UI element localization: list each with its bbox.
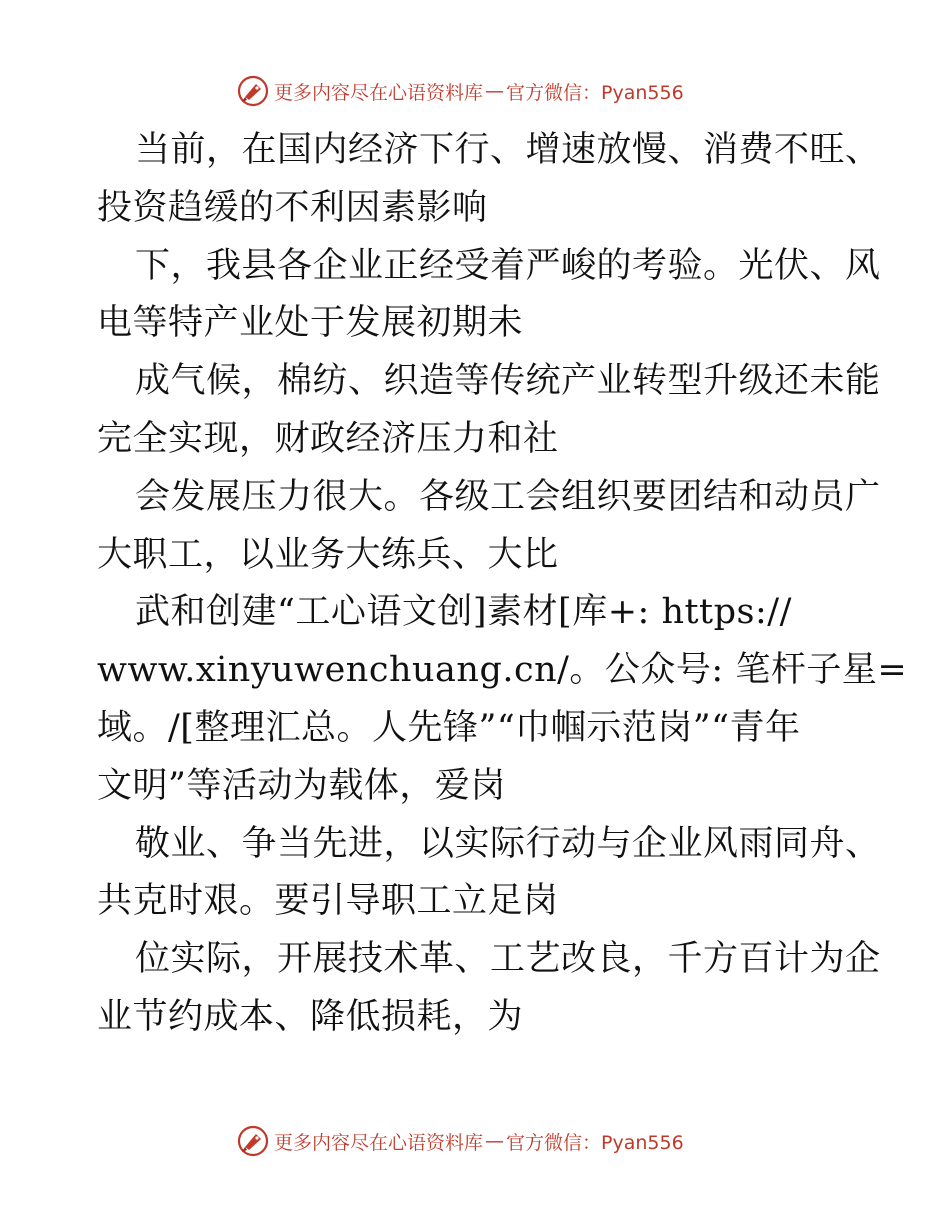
body-line: www.xinyuwenchuang.cn/。公众号: 笔杆子星= bbox=[97, 650, 908, 691]
document-body bbox=[97, 122, 908, 1047]
footer-separator: — bbox=[485, 1130, 505, 1152]
body-line: 下，我县各企业正经受着严峻的考验。光伏、风 bbox=[135, 245, 881, 286]
pen-nib-logo-icon bbox=[236, 74, 270, 108]
header-separator: — bbox=[485, 80, 505, 102]
body-line: 共克时艰。要引导职工立足岗 bbox=[97, 881, 559, 922]
body-line: 会发展压力很大。各级工会组织要团结和动员广 bbox=[135, 476, 881, 517]
footer-banner bbox=[236, 1124, 684, 1158]
body-line: 域。/[整理汇总。人先锋”“巾帼示范岗”“青年 bbox=[97, 707, 801, 748]
body-line: 成气候，棉纺、织造等传统产业转型升级还未能 bbox=[135, 361, 881, 402]
footer-wechat-text: 官方微信：Pyan556 bbox=[506, 1131, 684, 1154]
body-line: 业节约成本、降低损耗，为 bbox=[97, 996, 524, 1037]
body-line: 敬业、争当先进，以实际行动与企业风雨同舟、 bbox=[135, 823, 881, 864]
body-line: 电等特产业处于发展初期未 bbox=[97, 303, 524, 344]
body-line: 大职工，以业务大练兵、大比 bbox=[97, 534, 559, 575]
header-site-text: 更多内容尽在心语资料库 bbox=[274, 81, 484, 104]
body-line: 位实际，开展技术革、工艺改良，千方百计为企 bbox=[135, 939, 881, 980]
header-banner bbox=[236, 74, 684, 108]
body-line: 当前，在国内经济下行、增速放慢、消费不旺、 bbox=[135, 130, 881, 170]
body-line: 文明”等活动为载体，爱岗 bbox=[97, 765, 506, 806]
body-line: 投资趋缓的不利因素影响 bbox=[97, 187, 488, 228]
pen-nib-logo-icon bbox=[236, 1124, 270, 1158]
footer-site-text: 更多内容尽在心语资料库 bbox=[274, 1131, 484, 1154]
body-line: 完全实现，财政经济压力和社 bbox=[97, 418, 559, 459]
header-wechat-text: 官方微信：Pyan556 bbox=[506, 81, 684, 104]
body-line: 武和创建“工心语文创]素材[库+: https:// bbox=[135, 592, 792, 633]
